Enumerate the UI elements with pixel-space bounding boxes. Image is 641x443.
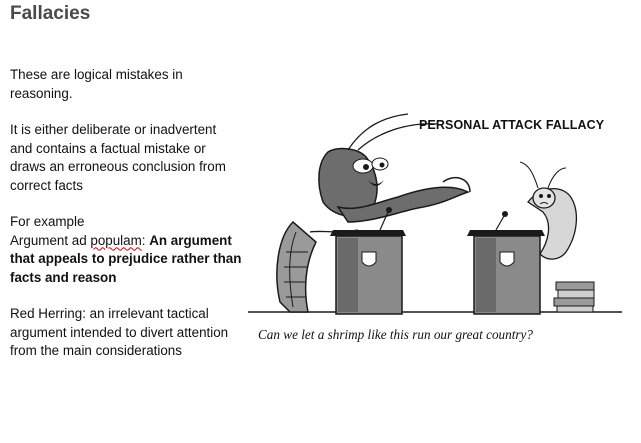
- cartoon-heading: PERSONAL ATTACK FALLACY: [419, 118, 605, 132]
- paragraph-description: It is either deliberate or inadvertent and contains a factual mistake or draws an erroneous conclusion from correct facts: [10, 122, 226, 193]
- paragraph-ad-populam: [10, 232, 242, 288]
- term-spellcheck-word: populam: [90, 232, 142, 248]
- term-colon: :: [141, 232, 150, 248]
- paragraph-example-intro: For example: [10, 214, 85, 229]
- term-definition-bold: An argument that appeals to prejudice rather than facts and reason: [10, 232, 242, 285]
- paragraph-definition: These are logical mistakes in reasoning.: [10, 67, 183, 101]
- cartoon-illustration: [248, 112, 626, 348]
- slide-title: Fallacies: [10, 3, 91, 24]
- left-podium: [330, 207, 406, 314]
- term-prefix: Argument ad: [10, 232, 91, 248]
- right-podium: [467, 211, 545, 314]
- text-column: [10, 66, 242, 361]
- cartoon-caption: Can we let a shrimp like this run our great country?: [258, 327, 533, 342]
- paragraph-red-herring: Red Herring: an irrelevant tactical argument intended to divert attention from the main considerations: [10, 306, 229, 358]
